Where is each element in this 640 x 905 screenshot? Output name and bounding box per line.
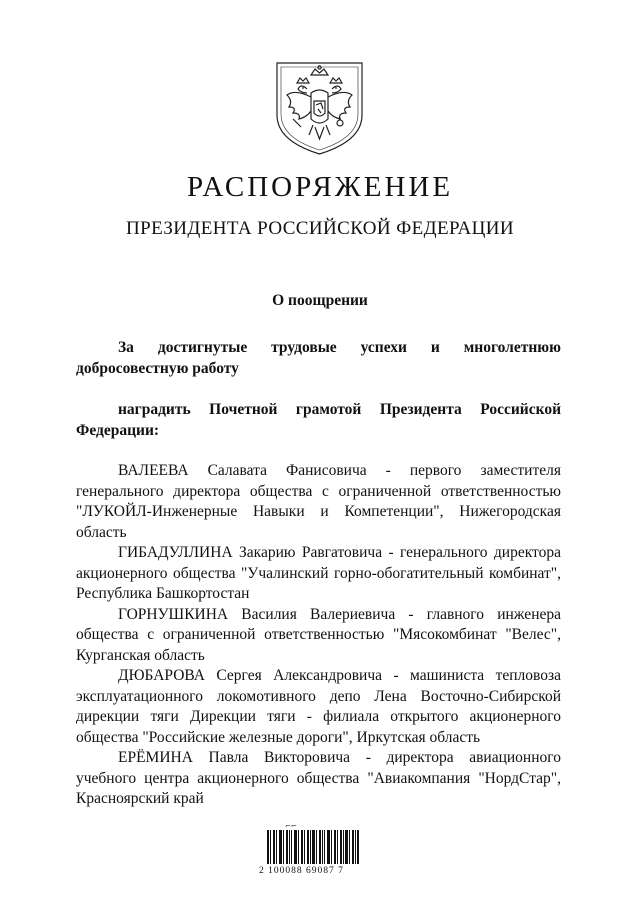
barcode-icon xyxy=(267,830,359,864)
barcode-number: 2 100088 69087 7 xyxy=(259,866,344,876)
barcode-stamp-icon: ⌐⌐ xyxy=(285,822,297,830)
intro-paragraph: За достигнутые трудовые успехи и многолетнюю добросовестную работу xyxy=(76,339,561,377)
awardee-item: ГИБАДУЛЛИНА Закарию Равгатовича - генерального директора акционерного общества "Учалинский горно-обогатительный комбинат", Республика Башкортостан xyxy=(76,544,561,602)
decision-paragraph: наградить Почетной грамотой Президента Российской Федерации: xyxy=(76,401,561,439)
awardee-item: ДЮБАРОВА Сергея Александровича - машиниста тепловоза эксплуатационного локомотивного депо Лена Восточно-Сибирской дирекции тяги Дирекции тяги - филиала открытого акционерного общества "Российские железные дороги", Иркутская область xyxy=(76,667,561,746)
awardee-item: ГОРНУШКИНА Василия Валериевича - главного инженера общества с ограниченной ответственностью "Мясокомбинат "Велес", Курганская область xyxy=(76,605,561,664)
document-title: РАСПОРЯЖЕНИЕ xyxy=(186,171,454,203)
awardee-list xyxy=(76,461,561,810)
awardee-item: ЕРЁМИНА Павла Викторовича - директора авиационного учебного центра акционерного общества "Авиакомпания "НордСтар", Красноярский край xyxy=(76,749,561,807)
coat-of-arms-icon xyxy=(271,53,368,156)
barcode xyxy=(255,822,370,876)
document-issuer: ПРЕЗИДЕНТА РОССИЙСКОЙ ФЕДЕРАЦИИ xyxy=(126,218,514,239)
document-subject: О поощрении xyxy=(272,292,368,309)
awardee-item: ВАЛЕЕВА Салавата Фанисовича - первого заместителя генерального директора общества с ограниченной ответственностью "ЛУКОЙЛ-Инженерные Навыки и Компетенции", Нижегородская область xyxy=(76,462,561,541)
